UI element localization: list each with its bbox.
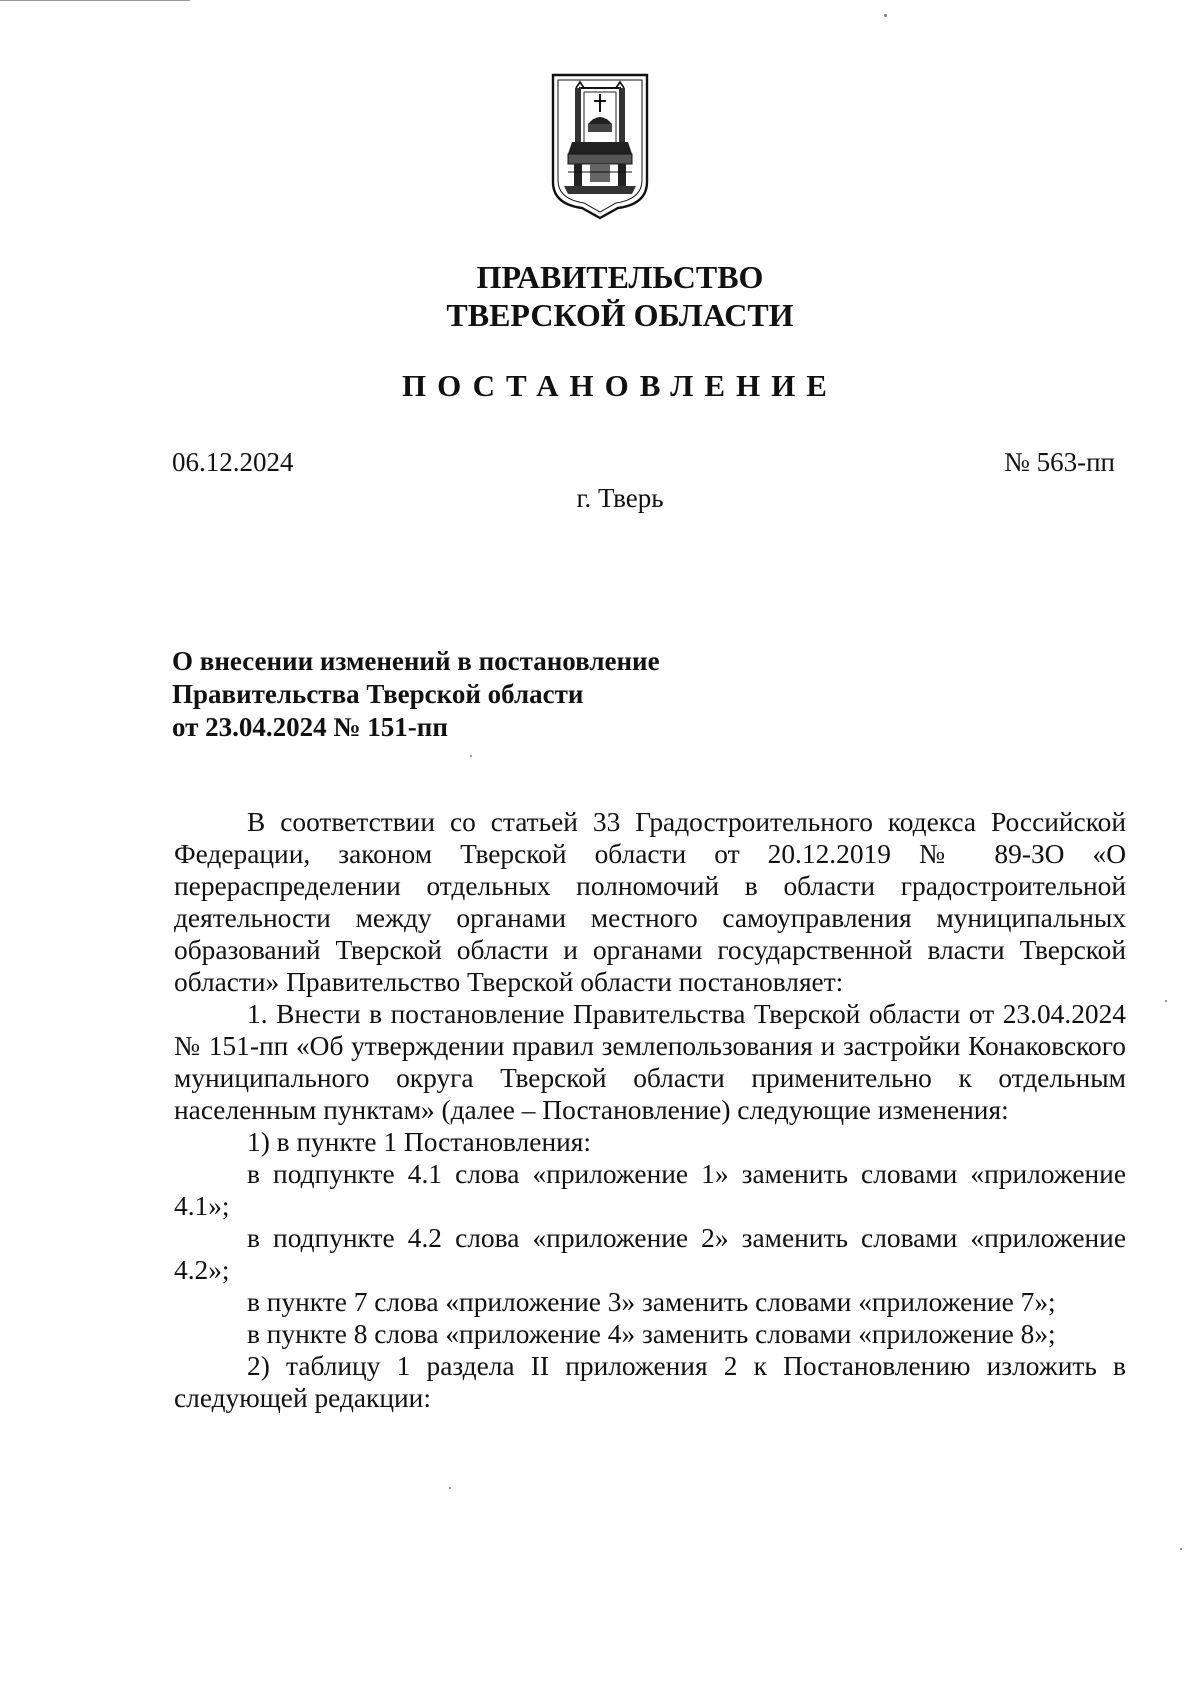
scan-speck	[1165, 1000, 1167, 1002]
document-body	[174, 806, 1126, 1414]
coat-of-arms-emblem	[550, 72, 650, 220]
paragraph-change-4-1: в подпункте 4.1 слова «приложение 1» заменить словами «приложение 4.1»;	[174, 1159, 1126, 1221]
paragraph-change-8: в пункте 8 слова «приложение 4» заменить словами «приложение 8»;	[247, 1319, 1056, 1349]
document-subject	[172, 645, 660, 744]
document-date: 06.12.2024	[172, 447, 294, 477]
scan-speck	[884, 14, 887, 17]
organization-name-line1: ПРАВИТЕЛЬСТВО	[476, 259, 764, 295]
scan-edge-line	[0, 0, 190, 1]
paragraph-change-4-2: в подпункте 4.2 слова «приложение 2» заменить словами «приложение 4.2»;	[174, 1223, 1126, 1285]
paragraph-item-1: 1. Внести в постановление Правительства Тверской области от 23.04.2024 № 151-пп «Об утверждении правил землепользования и застройки Конаковского муниципального округа Тверской области применительно к отдельным населенным пунктам» (далее – Постановление) следующие изменения:	[174, 999, 1126, 1125]
document-city: г. Тверь	[576, 483, 664, 513]
paragraph-preamble: В соответствии со статьей 33 Градостроительного кодекса Российской Федерации, законом Тверской области от 20.12.2019 № 89-ЗО «О перераспределении отдельных полномочий в области градостроительной деятельности между органами местного самоуправления муниципальных образований Тверской области и органами государственной власти Тверской области» Правительство Тверской области постановляет:	[174, 807, 1126, 997]
paragraph-subitem-1: 1) в пункте 1 Постановления:	[247, 1127, 591, 1157]
document-number: № 563-пп	[1004, 447, 1115, 477]
subject-line: Правительства Тверской области	[172, 679, 584, 709]
document-type-title: ПОСТАНОВЛЕНИЕ	[402, 368, 838, 403]
scan-speck	[1180, 1548, 1182, 1550]
paragraph-change-7: в пункте 7 слова «приложение 3» заменить словами «приложение 7»;	[247, 1287, 1056, 1317]
paragraph-subitem-2: 2) таблицу 1 раздела II приложения 2 к Постановлению изложить в следующей редакции:	[174, 1351, 1126, 1413]
subject-line: О внесении изменений в постановление	[172, 646, 660, 676]
scan-speck	[470, 755, 472, 757]
scan-speck	[449, 1487, 451, 1489]
organization-name-line2: ТВЕРСКОЙ ОБЛАСТИ	[446, 297, 794, 333]
subject-line: от 23.04.2024 № 151-пп	[172, 712, 448, 742]
